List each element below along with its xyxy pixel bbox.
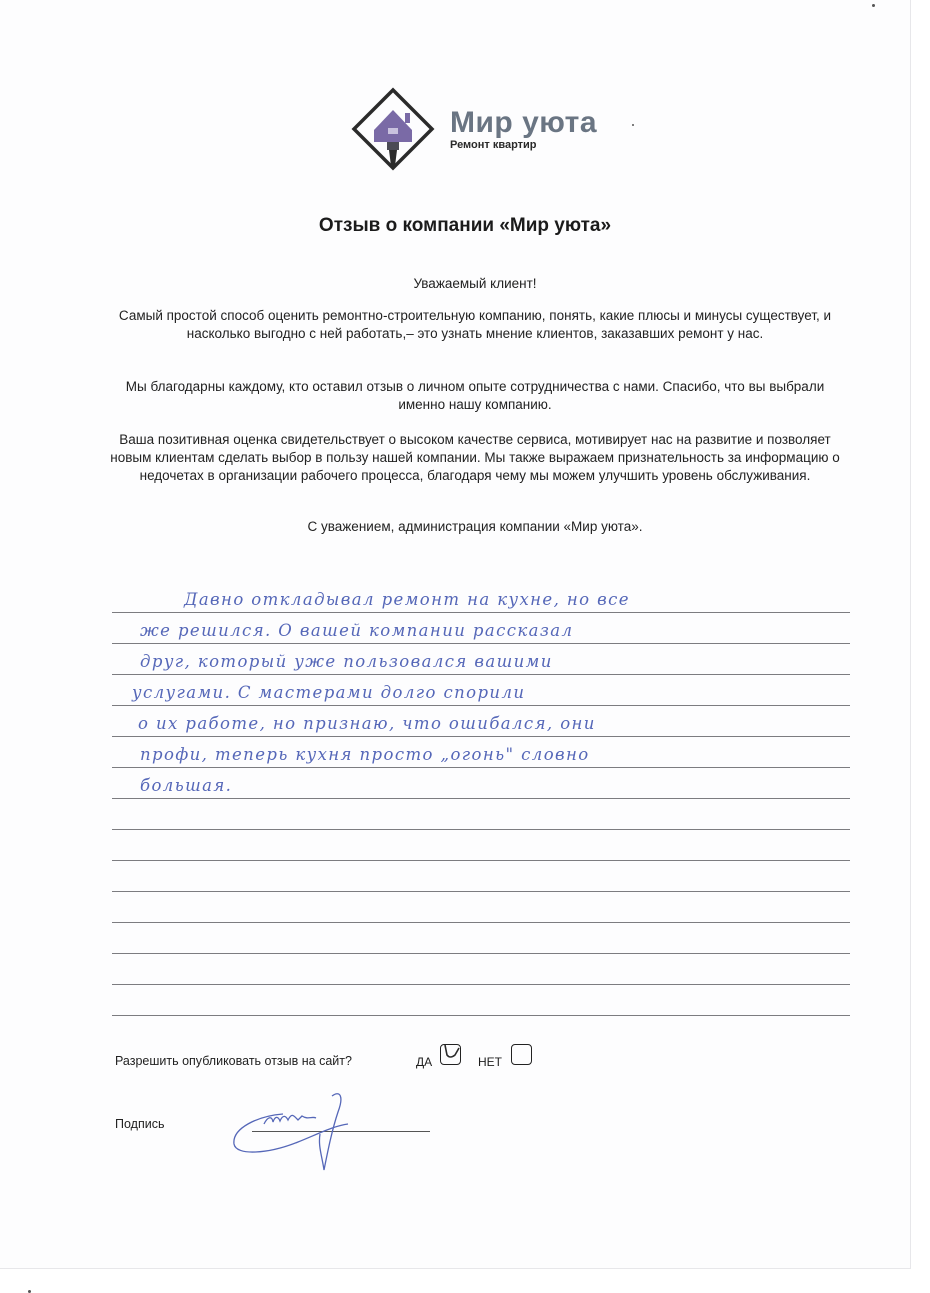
ruled-line: [112, 674, 850, 675]
ruled-line: [112, 1015, 850, 1016]
yes-label: ДА: [416, 1055, 433, 1069]
handwritten-line: Давно откладывал ремонт на кухне, но все: [184, 590, 630, 609]
ruled-line: [112, 736, 850, 737]
ruled-line: [112, 984, 850, 985]
ruled-line: [112, 798, 850, 799]
ruled-line: [112, 922, 850, 923]
handwritten-line: о их работе, но признаю, что ошибался, они: [138, 714, 596, 733]
ruled-line: [112, 953, 850, 954]
intro-paragraph-1: Самый простой способ оценить ремонтно-строительную компанию, понять, какие плюсы и минусы существует, и насколько выгодно с ней работать,– это узнать мнение клиентов, заказавших ремонт у нас.: [118, 308, 832, 341]
ruled-line: [112, 612, 850, 613]
signature-label: Подпись: [115, 1117, 165, 1131]
ruled-line: [112, 891, 850, 892]
yes-checkbox[interactable]: [440, 1044, 461, 1065]
ruled-line: [112, 860, 850, 861]
ruled-line: [112, 829, 850, 830]
intro-paragraph-2: Мы благодарны каждому, кто оставил отзыв о личном опыте сотрудничества с нами. Спасибо, что вы выбрали именно нашу компанию.: [125, 379, 825, 412]
scan-speck: [632, 124, 634, 126]
handwritten-line: услугами. С мастерами долго спорили: [132, 683, 526, 702]
ruled-line: [112, 767, 850, 768]
check-mark-icon: [438, 1039, 464, 1065]
page-title: Отзыв о компании «Мир уюта»: [318, 215, 612, 236]
house-brush-logo-icon: [348, 86, 438, 176]
no-label: НЕТ: [478, 1055, 502, 1069]
handwritten-signature-icon: [228, 1086, 378, 1176]
closing-line: С уважением, администрация компании «Мир уюта».: [307, 519, 643, 534]
handwritten-line: же решился. О вашей компании рассказал: [140, 621, 574, 640]
publish-permission-question: Разрешить опубликовать отзыв на сайт?: [115, 1054, 352, 1068]
scan-speck: [872, 4, 875, 7]
greeting: Уважаемый клиент!: [413, 276, 537, 291]
handwritten-line: большая.: [140, 776, 233, 795]
handwritten-line: профи, теперь кухня просто „огонь" словно: [140, 745, 590, 764]
logo-subtitle: Ремонт квартир: [450, 139, 537, 151]
ruled-line: [112, 705, 850, 706]
no-checkbox[interactable]: [511, 1044, 532, 1065]
ruled-line: [112, 643, 850, 644]
logo-name: Мир уюта: [450, 106, 598, 139]
intro-paragraph-3: Ваша позитивная оценка свидетельствует о высоком качестве сервиса, мотивирует нас на развитие и позволяет новым клиентам сделать выбор в пользу нашей компании. Мы также выражаем признательность за информацию о недочетах в организации рабочего процесса, благодаря чему мы можем улучшить уровень обслуживания.: [110, 432, 840, 483]
review-text-area[interactable]: [112, 586, 850, 1026]
company-logo: [348, 86, 618, 176]
handwritten-line: друг, который уже пользовался вашими: [140, 652, 553, 671]
